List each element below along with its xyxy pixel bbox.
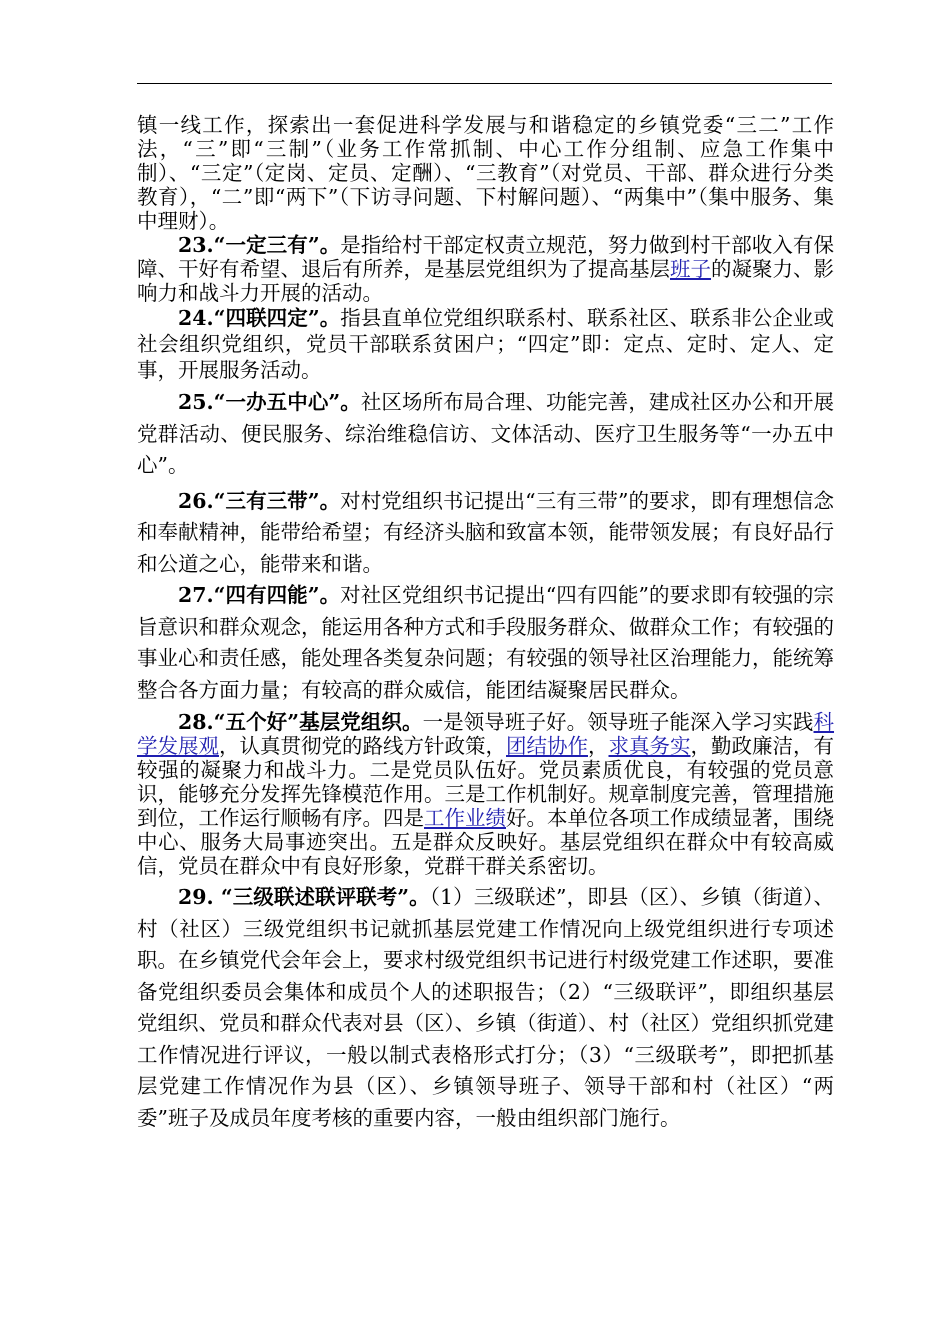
item-28-text-4: ，勤政廉洁，有较强的凝聚力和战斗力。二是党员队伍好。党员素质优良，有较强的党员意识，能够充分发挥先锋模范作用。三是工作机制好。规章制度完善，管理措施到位，工作运行顺畅有序。四是 [137,734,834,830]
item-26-heading: 26.“三有三带”。 [178,488,341,513]
item-28-text-2: ，认真贯彻党的路线方针政策， [219,734,506,758]
item-27-heading: 27.“四有四能”。 [178,583,341,607]
paragraph-24 [137,305,834,383]
item-24-text: 指县直单位党组织联系村、联系社区、联系非公企业或社会组织党组织，党员干部联系贫困户；“四定”即：定点、定时、定人、定事，开展服务活动。 [137,306,835,382]
item-25-heading: 25.“一办五中心”。 [178,390,361,414]
link-gongzuo-yeji[interactable]: 工作业绩 [424,806,506,830]
item-29-heading: 29. “三级联述联评联考”。 [178,885,430,909]
item-23-text-a: 是指给村干部定权责立规范，努力做到村干部收入有保障、干好有希望、退后有所养，是基层党组织为了提高基层 [137,233,835,281]
paragraph-29 [137,882,834,1134]
link-banzi[interactable]: 班子 [670,257,711,281]
paragraph-28 [137,710,834,878]
item-28-text-1: 一是领导班子好。领导班子能深入学习实践 [422,710,814,734]
paragraph-23 [137,233,834,305]
paragraph-22-text: 镇一线工作，探索出一套促进科学发展与和谐稳定的乡镇党委“三二”工作法，“三”即“三制”（业务工作常抓制、中心工作分组制、应急工作集中制）、“三定”（定岗、定员、定酬）、“三教育”（对党员、干部、群众进行分类教育），“二”即“两下”（下访寻问题、下村解问题）、“两集中”（集中服务、集中理财）。 [137,113,834,233]
item-26-text: 对村党组织书记提出“三有三带”的要求，即有理想信念和奉献精神，能带给希望；有经济头脑和致富本领，能带领发展；有良好品行和公道之心，能带来和谐。 [137,488,834,576]
paragraph-26 [137,486,834,581]
item-23-heading: 23.“一定三有”。 [178,233,341,257]
item-28-text-3: ， [588,734,609,758]
link-tuanjie-xiezuo[interactable]: 团结协作 [506,734,588,758]
document-body [137,113,834,1134]
item-29-text: （1）三级联述”，即县（区）、乡镇（街道）、村（社区）三级党组织书记就抓基层党建工作情况向上级党组织进行专项述职。在乡镇党代会年会上，要求村级党组织书记进行村级党建工作述职，要准备党组织委员会集体和成员个人的述职报告；（2）“三级联评”，即组织基层党组织、党员和群众代表对县（区）、乡镇（街道）、村（社区）党组织抓党建工作情况进行评议，一般以制式表格形式打分；（3）“三级联考”，即把抓基层党建工作情况作为县（区）、乡镇领导班子、领导干部和村（社区）“两委”班子及成员年度考核的重要内容，一般由组织部门施行。 [137,885,834,1130]
item-28-heading: 28.“五个好”基层党组织。 [178,710,423,734]
paragraph-25 [137,387,834,482]
paragraph-22 [137,113,834,233]
header-rule [137,83,832,84]
item-24-heading: 24.“四联四定”。 [178,306,341,330]
paragraph-27 [137,580,834,706]
link-qiuzhen-wushi[interactable]: 求真务实 [608,734,691,758]
item-25-text: 社区场所布局合理、功能完善，建成社区办公和开展党群活动、便民服务、综治维稳信访、文体活动、医疗卫生服务等“一办五中心”。 [137,390,835,477]
item-27-text: 对社区党组织书记提出“四有四能”的要求即有较强的宗旨意识和群众观念，能运用各种方式和手段服务群众、做群众工作；有较强的事业心和责任感，能处理各类复杂问题；有较强的领导社区治理能力，能统筹整合各方面力量；有较高的群众威信，能团结凝聚居民群众。 [137,583,834,702]
item-28-text-5: 好。本单位各项工作成绩显著，围绕中心、服务大局事迹突出。五是群众反映好。基层党组织在群众中有较高威信，党员在群众中有良好形象，党群干群关系密切。 [137,806,834,878]
link-kexue-fazhanguan[interactable]: 科学发展观 [137,710,835,758]
item-23-text-b: 的凝聚力、影响力和战斗力开展的活动。 [137,257,834,305]
